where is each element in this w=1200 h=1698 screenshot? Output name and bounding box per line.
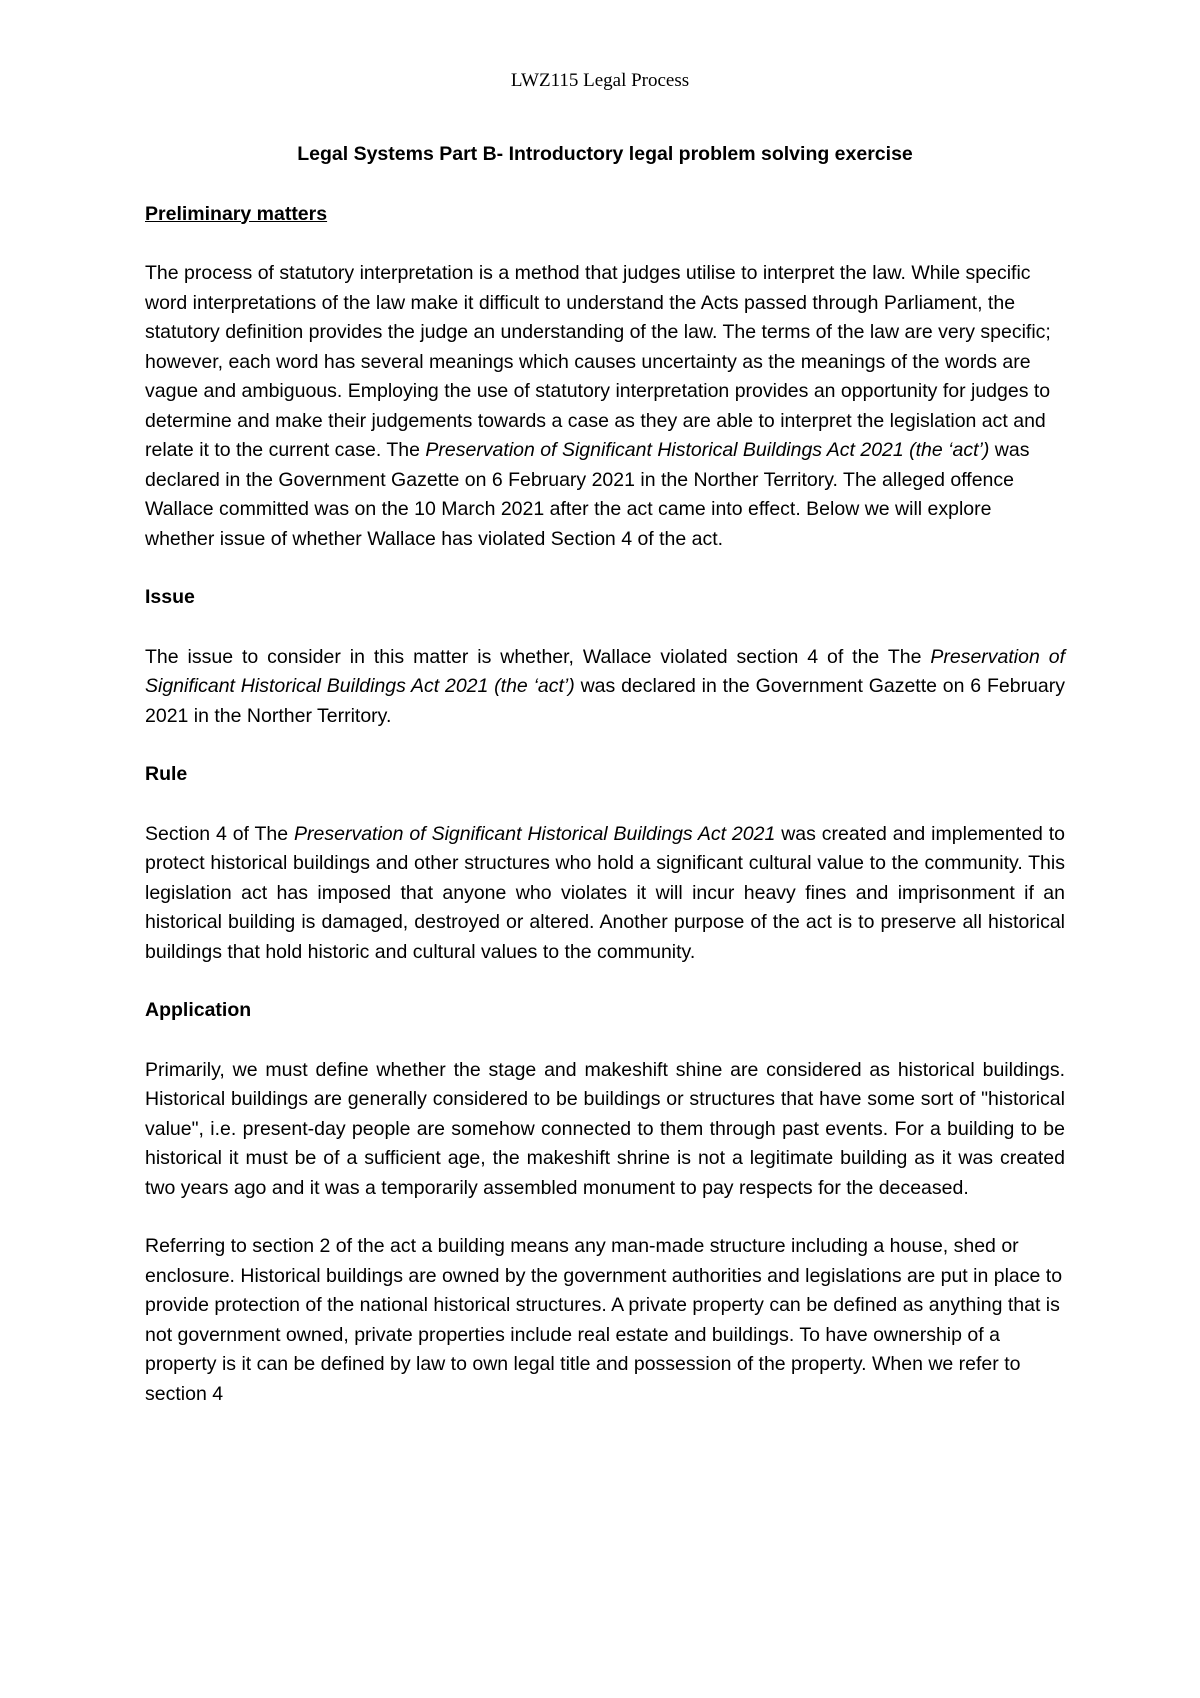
preliminary-paragraph bbox=[145, 259, 1065, 554]
act-title-italic: Preservation of Significant Historical Buildings Act 2021 (the ‘act’) bbox=[425, 439, 990, 461]
application-paragraph-1: Primarily, we must define whether the stage and makeshift shine are considered as historical buildings. Historical buildings are generally considered to be buildings or structures that have some sort of "historical value", i.e. present-day people are somehow connected to them through past events. For a building to be historical it must be of a sufficient age, the makeshift shrine is not a legitimate building as it was created two years ago and it was a temporarily assembled monument to pay respects for the deceased. bbox=[145, 1058, 1065, 1199]
issue-text-b: was declared in the Government Gazette on 6 February 2021 in the Norther Territory. bbox=[145, 675, 1065, 727]
rule-text-a: Section 4 of The bbox=[145, 822, 295, 845]
preliminary-text-a: The process of statutory interpretation is a method that judges utilise to interpret the law. While specific word interpretations of the law make it difficult to understand the Acts passed through Parliament, the statutory definition provides the judge an understanding of the law. The terms of the law are very specific; however, each word has several meanings which causes uncertainty as the meanings of the words are vague and ambiguous. Employing the use of statutory interpretation provides an opportunity for judges to determine and make their judgements towards a case as they are able to interpret the legislation act and relate it to the current case. The bbox=[145, 262, 1051, 461]
rule-heading: Rule bbox=[145, 763, 188, 785]
page-header: LWZ115 Legal Process bbox=[510, 70, 690, 91]
rule-paragraph bbox=[145, 820, 1065, 968]
application-heading: Application bbox=[145, 999, 252, 1021]
document-body bbox=[145, 140, 1065, 1438]
document-title: Legal Systems Part B- Introductory legal problem solving exercise bbox=[297, 143, 913, 165]
application-paragraph-2: Referring to section 2 of the act a building means any man-made structure including a house, shed or enclosure. Historical buildings are owned by the government authorities and legislations are put in place to provide protection of the national historical structures. A private property can be defined as anything that is not government owned, private properties include real estate and buildings. To have ownership of a property is it can be defined by law to own legal title and possession of the property. When we refer to section 4 bbox=[145, 1235, 1063, 1405]
issue-act-title-italic: Preservation of Significant Historical Buildings Act 2021 (the ‘act’) bbox=[145, 645, 1066, 697]
preliminary-heading: Preliminary matters bbox=[145, 202, 328, 225]
issue-text-a: The issue to consider in this matter is whether, Wallace violated section 4 of the The bbox=[145, 645, 931, 668]
rule-text-b: was created and implemented to protect historical buildings and other structures who hold a significant cultural value to the community. This legislation act has imposed that anyone who violates it will incur heavy fines and imprisonment if an historical building is damaged, destroyed or altered. Another purpose of the act is to preserve all historical buildings that hold historic and cultural values to the community. bbox=[145, 822, 1065, 963]
preliminary-text-b: was declared in the Government Gazette on 6 February 2021 in the Norther Territory. The alleged offence Wallace committed was on the 10 March 2021 after the act came into effect. Below we will explore whether issue of whether Wallace has violated Section 4 of the act. bbox=[145, 439, 1030, 550]
issue-paragraph bbox=[145, 643, 1065, 732]
issue-heading: Issue bbox=[145, 586, 195, 608]
rule-act-title-italic: Preservation of Significant Historical Buildings Act 2021 bbox=[294, 822, 776, 845]
